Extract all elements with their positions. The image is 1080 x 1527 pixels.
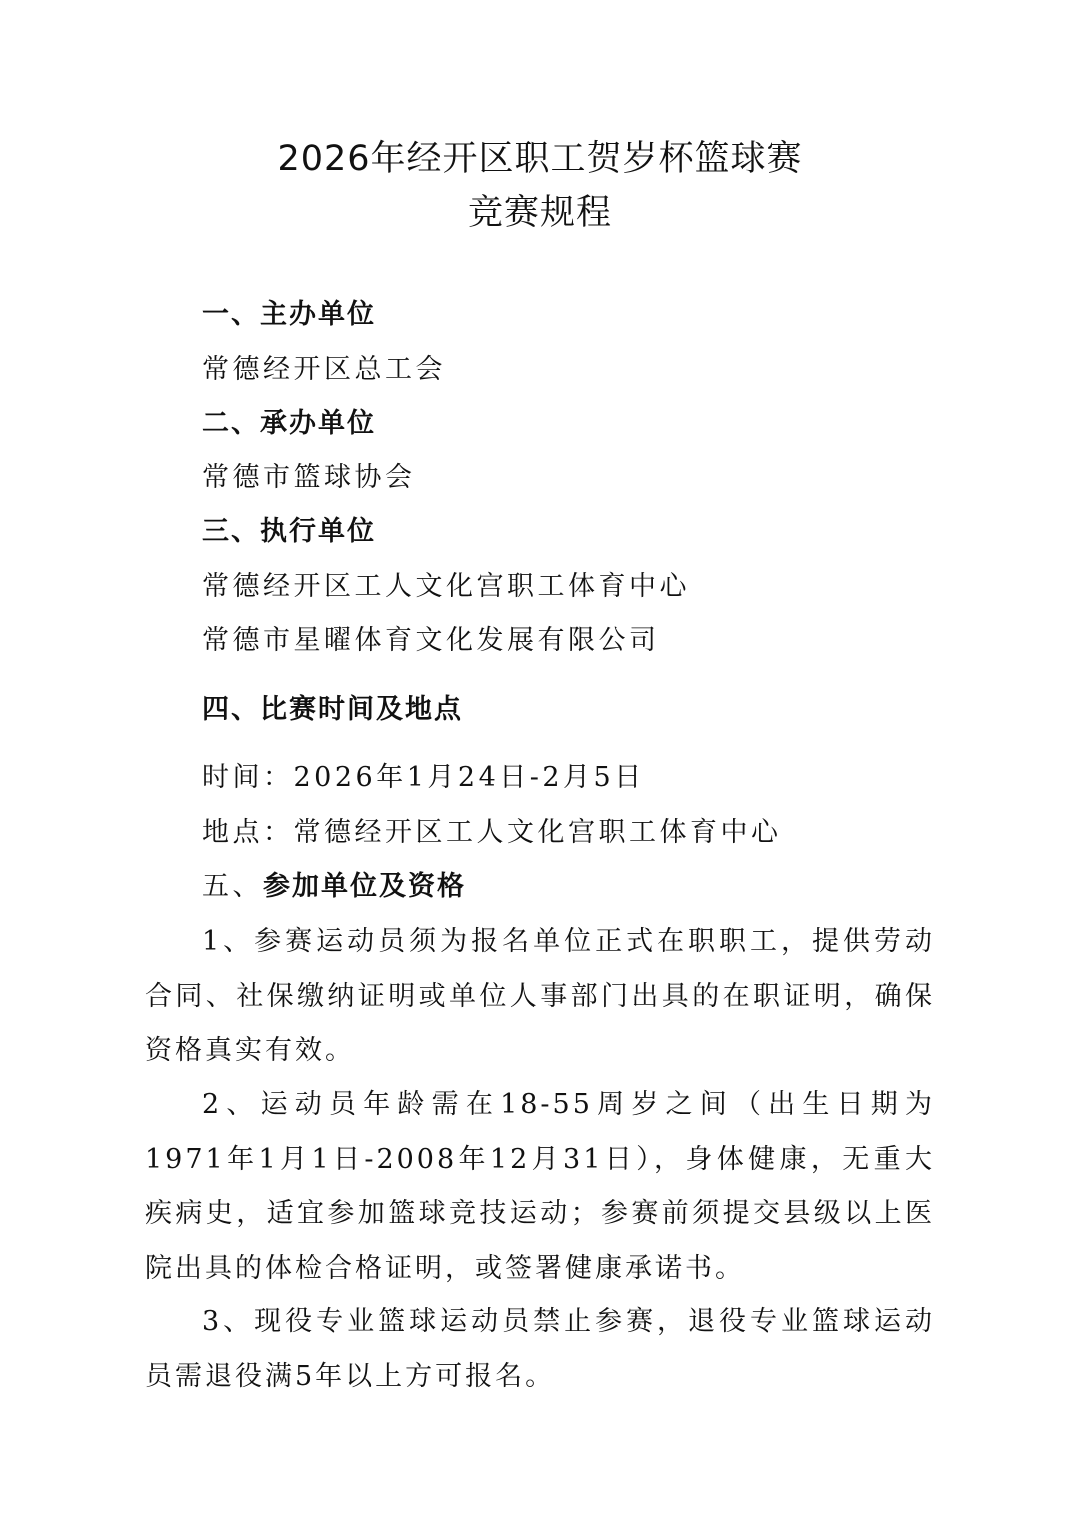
section-title: 参加单位及资格 <box>263 871 466 902</box>
eligibility-paragraph-3: 3、现役专业篮球运动员禁止参赛，退役专业篮球运动员需退役满5年以上方可报名。 <box>145 1306 935 1392</box>
section-number: 五、 <box>202 871 263 902</box>
host-text: 常德市篮球协会 <box>202 462 416 493</box>
document-title: 2026年经开区职工贺岁杯篮球赛 <box>277 139 803 179</box>
section-heading-eligibility <box>202 869 466 905</box>
executor-text-2: 常德市星曜体育文化发展有限公司 <box>202 625 660 656</box>
place-text: 地点：常德经开区工人文化宫职工体育中心 <box>202 817 782 848</box>
section-heading-organizer: 一、主办单位 <box>202 299 376 330</box>
section-heading-host: 二、承办单位 <box>202 408 376 439</box>
document-subtitle: 竞赛规程 <box>467 193 612 233</box>
section-heading-time-place: 四、比赛时间及地点 <box>202 694 463 725</box>
section-heading-executor: 三、执行单位 <box>202 516 376 547</box>
organizer-text: 常德经开区总工会 <box>202 354 446 385</box>
eligibility-paragraph-1: 1、参赛运动员须为报名单位正式在职职工，提供劳动合同、社保缴纳证明或单位人事部门出具的在职证明，确保资格真实有效。 <box>145 926 935 1066</box>
eligibility-paragraph-2: 2、运动员年龄需在18-55周岁之间（出生日期为1971年1月1日-2008年12月31日），身体健康，无重大疾病史，适宜参加篮球竞技运动；参赛前须提交县级以上医院出具的体检合格证明，或签署健康承诺书。 <box>145 1089 935 1284</box>
time-text: 时间：2026年1月24日-2月5日 <box>202 762 645 793</box>
executor-text-1: 常德经开区工人文化宫职工体育中心 <box>202 571 690 602</box>
